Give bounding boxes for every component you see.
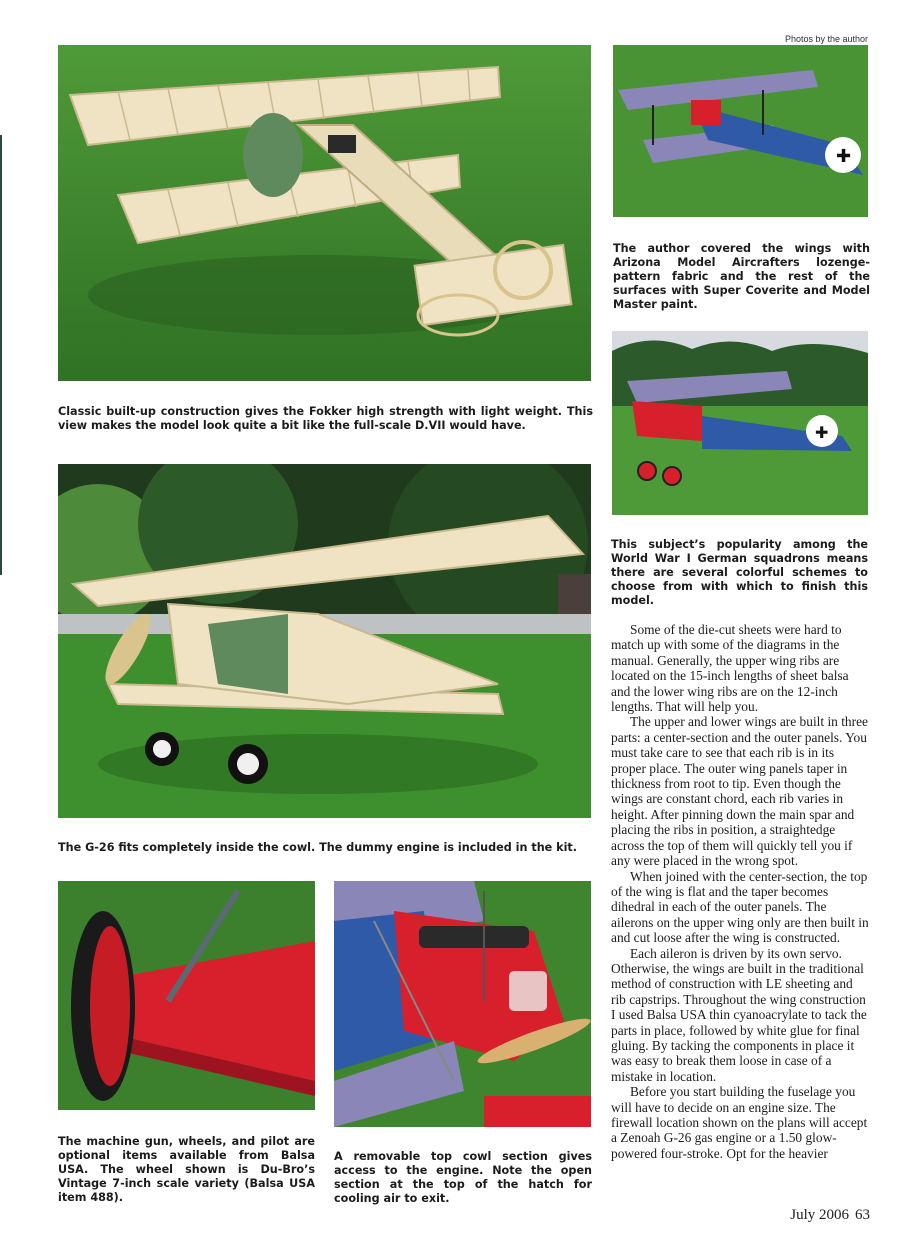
caption-optional-items: The machine gun, wheels, and pilot are optional items available from Balsa USA. The wheel shown is Du-Bro’s Vintage 7-inch scale variety (Balsa USA item 488). [58,1135,315,1204]
body-paragraph: The upper and lower wings are built in three parts: a center-section and the outer panels. You must take care to see that each rib is in its proper place. The outer wing panels taper in thickness from root to tip. Even though the wings are constant chord, each rib varies in height. After pinning down the main spar and placing the ribs in position, a straightedge across the top of them will quickly tell you if any were placed in the wrong spot. [611,714,868,869]
page-edge-bar [0,135,2,575]
body-paragraph: Each aileron is driven by its own servo. Otherwise, the wings are built in the traditional method of construction with LE sheeting and rib capstrips. Throughout the wing construction I used Balsa USA thin cyanoacrylate to tack the parts in place, followed by white glue for final gluing. By tacking the components in place it was easy to break them loose in case of a mistake in location. [611,945,867,1084]
body-paragraph: Some of the die-cut sheets were hard to match up with some of the diagrams in the manual. Generally, the upper wing ribs are located on the 15-inch lengths of sheet balsa and the lower wing ribs are on the 12-inch lengths. That will help you. [611,622,849,715]
page-footer [720,1207,870,1224]
body-paragraph: Before you start building the fuselage you will have to decide on an engine size. The firewall location shown on the plans will accept a Zenoah G-26 gas engine or a 1.50 glow-powered four-stroke. Opt for the heavier [611,1084,868,1161]
photo-bare-frame-top [58,45,591,381]
caption-bare-frame: Classic built-up construction gives the Fokker high strength with light weight. This view makes the model look quite a bit like the full-scale D.VII would have. [58,405,593,432]
photo-red-blue-fokker [612,331,868,515]
photo-partial-covered-yard [58,464,591,818]
svg-text:✚: ✚ [836,146,852,167]
caption-covering: The author covered the wings with Arizona Model Aircrafters lozenge-pattern fabric and the rest of the surfaces with Super Coverite and Model Master paint. [613,242,870,311]
photo-wheel-closeup [58,881,315,1110]
caption-g26-cowl: The G-26 fits completely inside the cowl. The dummy engine is included in the kit. [58,841,578,854]
photo-credit: Photos by the author [784,34,868,44]
photo-cowl-engine [334,881,591,1127]
caption-removable-cowl: A removable top cowl section gives access to the engine. Note the open section at the top of the hatch for cooling air to exit. [334,1150,592,1205]
page-number: 63 [855,1207,870,1223]
article-body [611,622,869,1161]
issue-date: July 2006 [790,1207,849,1223]
svg-text:✚: ✚ [815,423,829,442]
photo-covered-blue-fuselage [613,45,868,217]
body-paragraph: When joined with the center-section, the top of the wing is flat and the taper becomes dihedral in each of the outer panels. The ailerons on the upper wing only are then built in and cut loose after the wing is constructed. [611,868,869,946]
caption-popularity: This subject’s popularity among the World War I German squadrons means there are several colorful schemes to choose from with which to finish this model. [611,538,868,607]
